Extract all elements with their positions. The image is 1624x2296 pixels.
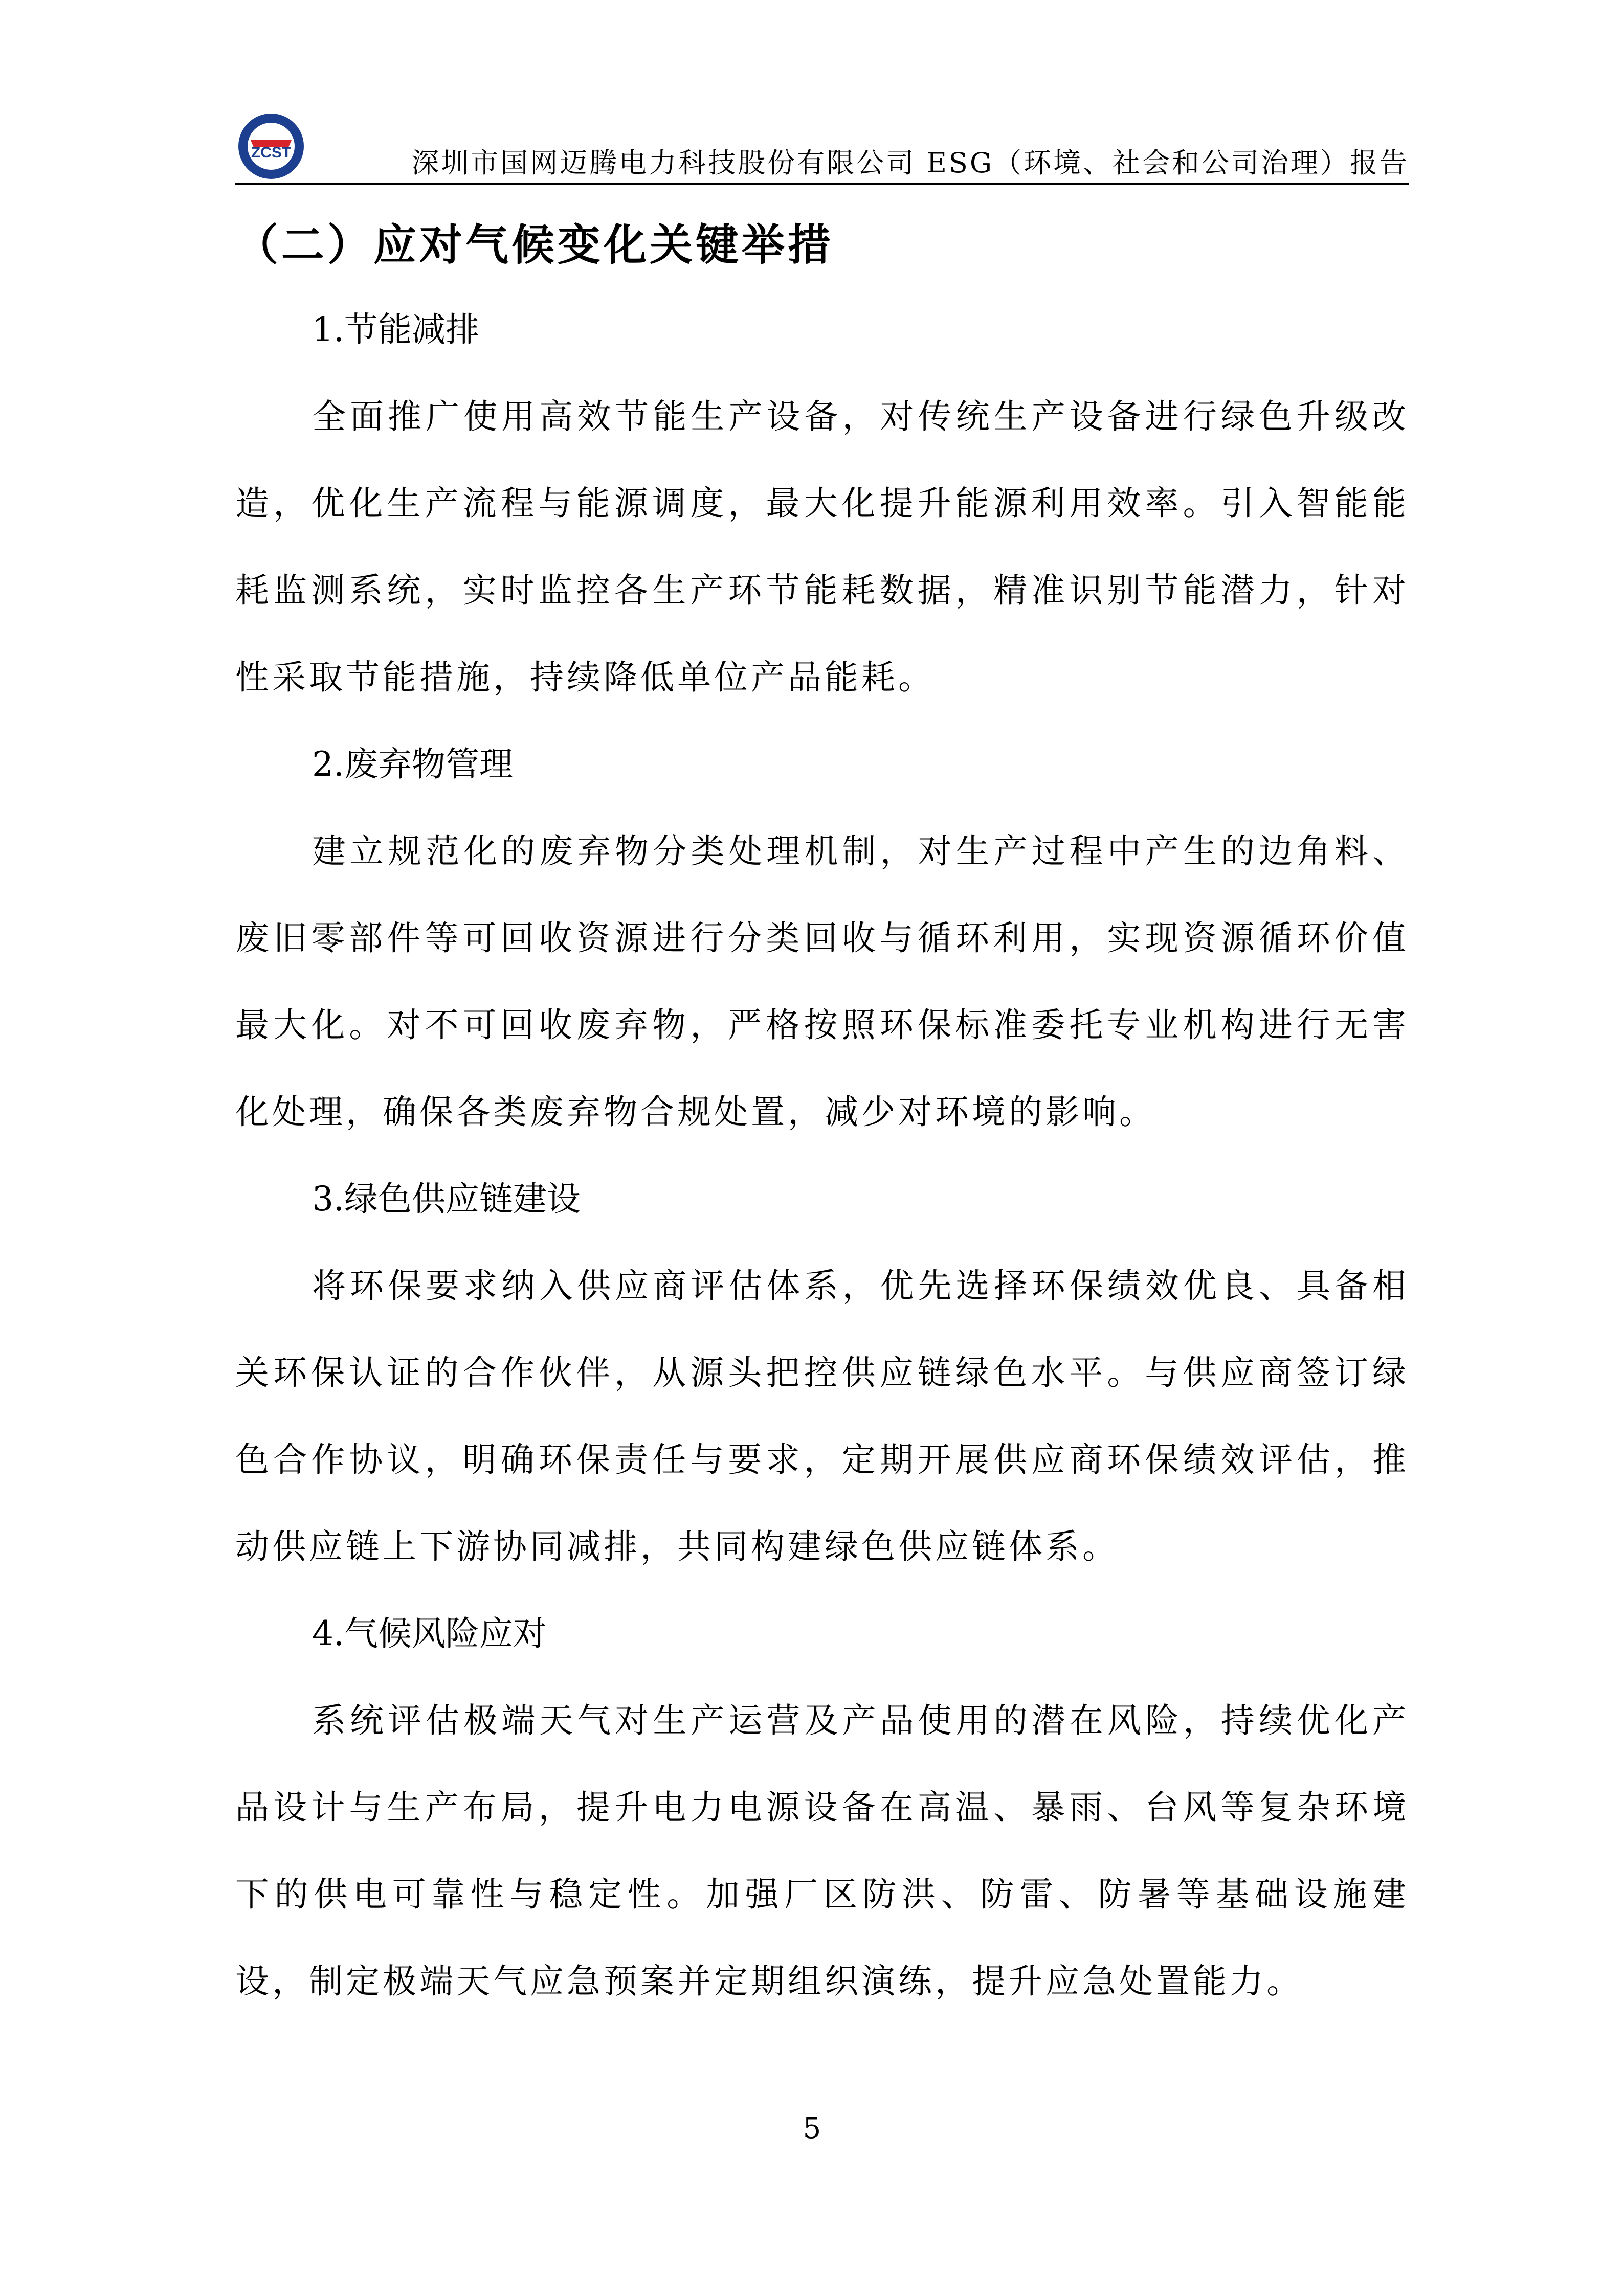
logo-mark-text: ZCST [251,144,292,161]
paragraph-waste-management: 建立规范化的废弃物分类处理机制，对生产过程中产生的边角料、废旧零部件等可回收资源进行分类回收与循环利用，实现资源循环价值最大化。对不可回收废弃物，严格按照环保标准委托专业机构进行无害化处理，确保各类废弃物合规处置，减少对环境的影响。 [235,831,1409,1132]
section-heading: （二）应对气候变化关键举措 [235,220,834,270]
header-divider [235,183,1409,185]
page-header [235,105,1409,182]
subheading-energy-saving: 1.节能减排 [312,310,479,349]
page-number: 5 [803,2112,821,2145]
paragraph-climate-risk: 系统评估极端天气对生产运营及产品使用的潜在风险，持续优化产品设计与生产布局，提升电力电源设备在高温、暴雨、台风等复杂环境下的供电可靠性与稳定性。加强厂区防洪、防雷、防暑等基础设施建设，制定极端天气应急预案并定期组织演练，提升应急处置能力。 [235,1701,1409,2001]
subheading-waste-management: 2.废弃物管理 [312,745,513,784]
company-logo [235,110,307,182]
section-body [235,286,1409,2025]
report-title: 深圳市国网迈腾电力科技股份有限公司 ESG（环境、社会和公司治理）报告 [411,147,1409,179]
paragraph-energy-saving: 全面推广使用高效节能生产设备，对传统生产设备进行绿色升级改造，优化生产流程与能源调度，最大化提升能源利用效率。引入智能能耗监测系统，实时监控各生产环节能耗数据，精准识别节能潜力，针对性采取节能措施，持续降低单位产品能耗。 [235,397,1409,697]
subheading-climate-risk: 4.气候风险应对 [312,1614,547,1653]
paragraph-green-supply-chain: 将环保要求纳入供应商评估体系，优先选择环保绩效优良、具备相关环保认证的合作伙伴，从源头把控供应链绿色水平。与供应商签订绿色合作协议，明确环保责任与要求，定期开展供应商环保绩效评估，推动供应链上下游协同减排，共同构建绿色供应链体系。 [235,1266,1409,1566]
subheading-green-supply-chain: 3.绿色供应链建设 [312,1179,581,1219]
